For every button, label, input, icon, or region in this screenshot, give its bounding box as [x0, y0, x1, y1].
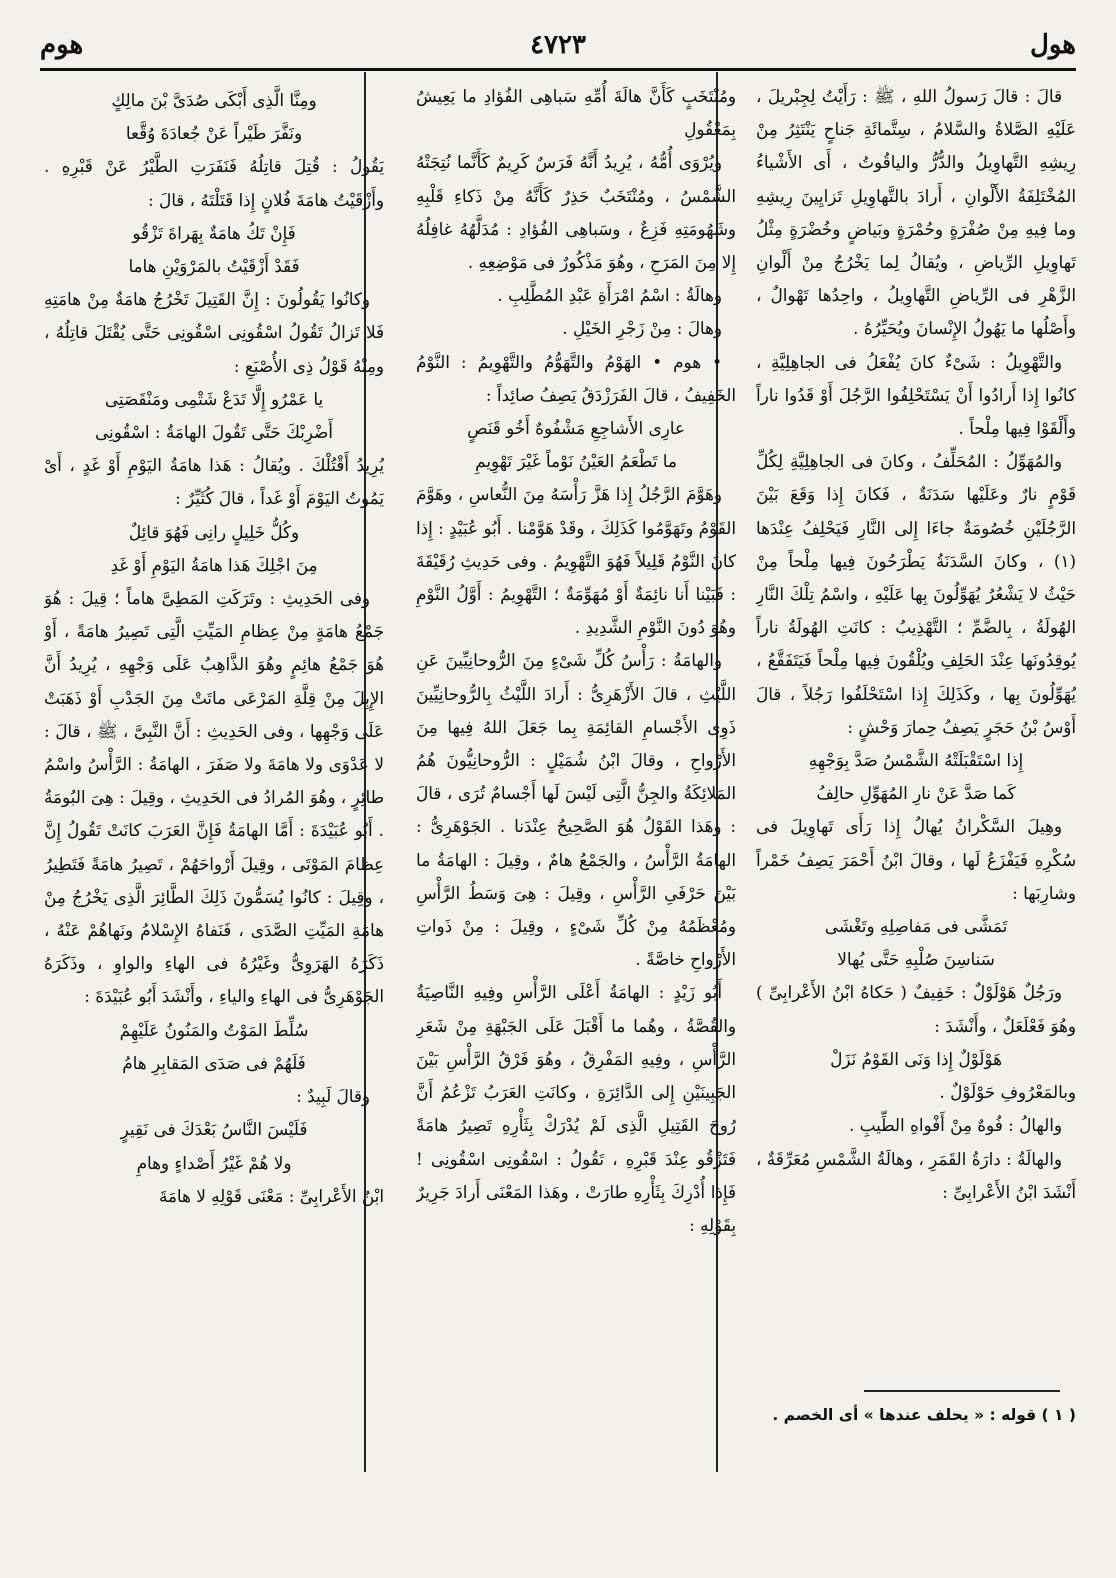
- paragraph: والتَّهْوِيلُ : شَىْءٌ كانَ يُفْعَلُ فى الجاهِلِيَّةِ ، كانُوا إِذا أَرادُوا أَنْ يَسْتَحْلِفُوا الرَّجُلَ أَوْ قَدُوا ناراً وأَلْقَوْا فِيها مِلْحاً .: [756, 351, 1076, 439]
- column-left: [44, 84, 384, 1459]
- column-right: [756, 80, 1076, 1455]
- verse-line: فَلَهُمْ فى صَدَى المَقابِرِ هامُ: [122, 1052, 306, 1073]
- verse-line: يا عَمْرُو إِلَّا تَدَعْ شَتْمِى ومَنْقَصَتِى: [104, 388, 324, 409]
- verse-line: ولا هُمْ غَيْرُ أَصْداءٍ وهامِ: [136, 1152, 292, 1173]
- verse-line: هَوْلَوْلٌ إِذا وَنَى القَوْمُ نَزَلْ: [830, 1048, 1002, 1069]
- paragraph: أَبُو زَيْدٍ : الهامَةُ أَعْلَى الرَّأْسِ وفِيهِ النَّاصِيَةُ والقُصَّةُ ، وهُما ما أَقْبَلَ عَلَى الجَبْهَةِ مِنْ شَعَرِ الرَّأْسِ ، وفِيهِ المَفْرِقُ ، وهُوَ فَرْقُ الرَّأْسِ بَيْنَ الجَبِينَيْنِ إِلى الدَّائِرَةِ ، وكانَتِ العَرَبُ تَزْعُمُ أَنَّ رُوحَ القَتِيلِ الَّذِى لَمْ يُدْرَكْ بِثَأْرِهِ تَصِيرُ هامَةً فَتَزْقُو عِنْدَ قَبْرِهِ ، تَقُولُ : اسْقُونِى اسْقُونِى ! فَإِذا أُدْرِكَ بِثَأْرِهِ طارَتْ ، وهَذا المَعْنَى أَرادَ جَرِيرٌ بِقَوْلِهِ :: [416, 982, 736, 1235]
- paragraph: ابْنُ الأَعْرابِىِّ : مَعْنَى قَوْلِهِ لا هامَةَ: [158, 1185, 384, 1206]
- paragraph: وهَوَّمَ الرَّجُلُ إِذا هَزَّ رَأْسَهُ مِنَ النُّعاسِ ، وهَوَّمَ القَوْمُ وتَهَوَّمُوا كَذَلِكَ ، وقَدْ هَوَّمْنا . أَبُو عُبَيْدٍ : إِذا كانَ النَّوْمُ قَلِيلاً فَهُوَ التَّهْوِيمُ . وفى حَدِيثِ رُقَيْقَةَ : فَبَيْنا أَنا نائِمَةٌ أَوْ مُهَوِّمَةٌ ؛ التَّهْوِيمُ : أَوَّلُ النَّوْمِ وهُوَ دُونَ النَّوْمِ الشَّدِيدِ .: [416, 484, 736, 638]
- paragraph: وهِيلَ السَّكْرانُ يُهالُ إِذا رَأَى تَهاوِيلَ فى سُكْرِهِ فَيَفْزَعُ لَها ، وقالَ ابْنُ أَحْمَرَ يَصِفُ خَمْراً وشارِبَها :: [756, 816, 1076, 903]
- paragraph: يُرِيدُ أَقْتُلْكَ . ويُقالُ : هَذا هامَةُ اليَوْمِ أَوْ غَدٍ ، أَىْ يَمُوتُ اليَوْمَ أَوْ غَداً ، قالَ كُثَيِّرٌ :: [44, 455, 384, 509]
- column-middle: [416, 80, 736, 1455]
- verse-line: ونَفَّرَ طَيْراً عَنْ جُعادَةَ وُقَّعا: [125, 123, 303, 144]
- verse-line: فَقَدْ أَزْقَيْتُ بالمَرْوَيْنِ هاما: [128, 256, 300, 277]
- paragraph: يَقُولُ : قُتِلَ قاتِلُهُ فَنَفَرَتِ الطَّيْرُ عَنْ قَبْرِهِ . وأَزْقَيْتُ هامَةَ فُلانٍ إِذا قَتَلْتَهُ ، قالَ :: [44, 156, 384, 210]
- verse-line: ومُنْتَخَبٍ كَأَنَّ هالَةَ أُمِّهِ سَباهِى الفُؤادِ ما يَعِيشُ بِمَعْقُولِ: [416, 86, 736, 140]
- header-root-word-right: هول: [1029, 30, 1076, 60]
- header-rule: [40, 68, 1076, 71]
- verse-line: أَضْرِبْكَ حَتَّى تَقُولَ الهامَةُ : اسْقُونِى: [95, 422, 333, 443]
- paragraph: وهالَ : مِنْ زَجْرِ الخَيْلِ .: [562, 318, 722, 339]
- paragraph: وفى الحَدِيثِ : وتَرَكَتِ المَطِىَّ هاماً ؛ قِيلَ : هُوَ جَمْعُ هامَةٍ مِنْ عِظامِ المَيِّتِ الَّتِى تَصِيرُ هامَةً ، أَوْ هُوَ جَمْعُ هائِمٍ وهُوَ الذَّاهِبُ عَلَى وَجْهِهِ ، يُرِيدُ أَنَّ الإِبِلَ مِنْ قِلَّةِ المَرْعَى ماتَتْ مِنَ الجَدْبِ أَوْ ذَهَبَتْ عَلَى وَجْهِها ، وفى الحَدِيثِ : أَنَّ النَّبِىَّ ، ﷺ ، قالَ : لا عَدْوَى ولا هامَةَ ولا صَفَرَ ، الهامَةُ : الرَّأْسُ واسْمُ طائِرٍ ، وهُوَ المُرادُ فى الحَدِيثِ ، وقِيلَ : هِىَ البُومَةُ . أَبُو عُبَيْدَةَ : أَمَّا الهامَةُ فَإِنَّ العَرَبَ كانَتْ تَقُولُ إِنَّ عِظامَ المَوْتَى ، وقِيلَ أَرْواحَهُمْ ، تَصِيرُ هامَةً فَتَطِيرُ ، وقِيلَ : كانُوا يُسَمُّونَ ذَلِكَ الطَّائِرَ الَّذِى يَخْرُجُ مِنْ هامَةِ المَيِّتِ الصَّدَى ، فَنَفاهُ الإِسْلامُ ونَهاهُمْ عَنْهُ ، ذَكَرَهُ الهَرَوِىُّ وغَيْرُهُ فى الهاءِ والواوِ ، وذَكَرَهُ الجَوْهَرِىُّ فى الهاءِ والياءِ ، وأَنْشَدَ أَبُو عُبَيْدَةَ :: [44, 588, 384, 1007]
- paragraph: والهالَةُ : دارَةُ القَمَرِ ، وهالَةُ الشَّمْسِ مُعَرِّقَةٌ ، أَنْشَدَ ابْنُ الأَعْرابِىِّ :: [756, 1148, 1076, 1202]
- header-root-word-left: هوم: [40, 30, 84, 60]
- page-number: ٤٧٢٣: [530, 30, 586, 60]
- paragraph: والهالُ : فُوهٌ مِنْ أَفْواهِ الطِّيبِ .: [848, 1115, 1062, 1136]
- paragraph: ورَجُلٌ هَوْلَوْلٌ : خَفِيفٌ ( حَكاهُ ابْنُ الأَعْرابِىِّ ) وهُوَ فَعْلَعَلٌ ، وأَنْشَدَ :: [756, 982, 1076, 1036]
- verse-line: إِذا اسْتَقْبَلَتْهُ الشَّمْسُ صَدَّ بِوَجْهِهِ: [808, 750, 1024, 771]
- paragraph: ويُرْوَى أُمُّهُ ، يُرِيدُ أَنَّهُ فَرَسٌ كَرِيمٌ كَأَنَّما نُتِجَتْهُ الشَّمْسُ ، ومُنْتَخَبٌ حَذِرٌ كَأَنَّهُ مِنْ ذَكاءِ قَلْبِهِ وشَهُومَتِهِ فَزِعٌ ، وسَباهِى الفُؤادِ : مُدَلَّهُهُ غافِلُهُ إِلا مِنَ المَرَحِ ، وهُوَ مَذْكُورٌ فى مَوْضِعِهِ .: [416, 152, 736, 273]
- verse-line: سَناسِنَ صُلْبِهِ حَتَّى يُهالا: [837, 949, 995, 970]
- verse-line: تَمَشَّى فى مَفاصِلِهِ وتَغْشَى: [824, 916, 1008, 937]
- footnote-rule: [864, 1390, 1060, 1392]
- paragraph: قالَ : قالَ رَسولُ اللهِ ، ﷺ : رَأَيْتُ لِجِبْريلَ ، عَلَيْهِ الصَّلاةُ والسَّلامُ ، سِتَّمائَةِ جَناحٍ يَنْتَثِرُ مِنْ رِيشِهِ التَّهاوِيلُ والدُّرُّ والياقُوتُ ، أَى الأَشْياءُ المُخْتَلِفَةُ الأَلْوانِ ، أَرادَ بالتَّهاوِيلِ تَزايِينَ رِيشِهِ وما فِيهِ مِنْ صُفْرَةٍ وحُمْرَةٍ وبَياضٍ وخُضْرَةٍ مِثْلُ تَهاوِيلِ الرِّياضِ ، ويُقالُ لِما يَخْرُجُ مِنْ أَلْوانِ الزَّهْرِ فى الرِّياضِ التَّهاوِيلُ ، واحِدُها تَهْوالٌ ، وأَصْلُها ما يَهُولُ الإِنْسانَ ويُحَيِّرُهُ .: [756, 86, 1076, 339]
- paragraph: وهالَةُ : اسْمُ امْرَأَةِ عَبْدِ المُطَّلِبِ .: [497, 285, 722, 306]
- verse-line: وكُلُّ خَلِيلٍ رانِى فَهُوَ قائِلٌ: [128, 521, 300, 542]
- page-header: [40, 26, 1076, 66]
- verse-line: عارِى الأَشاجِعِ مَشْفُوهٌ أَخُو قَنَصٍ: [467, 418, 685, 439]
- verse-line: فَإِنْ تَكُ هامَةٌ بِهَراةَ تَزْقُو: [132, 222, 296, 243]
- verse-line: ما تَطْعَمُ العَيْنُ نَوْماً غَيْرَ تَهْوِيمِ: [475, 451, 677, 472]
- verse-line: فَلَيْسَ النَّاسُ بَعْدَكَ فى نَقِيرٍ: [120, 1119, 308, 1140]
- paragraph: وبالمَعْرُوفِ حَوْلَوْلٌ .: [939, 1082, 1076, 1103]
- paragraph: وكانُوا يَقُولُونَ : إِنَّ القَتِيلَ تَخْرُجُ هامَةٌ مِنْ هامَتِهِ فَلا تَزالُ تَقُولُ اسْقُونِى اسْقُونِى حَتَّى يُقْتَلَ قاتِلُهُ ، ومِنْهُ قَوْلُ ذِى الأُصْبَعِ :: [44, 289, 384, 376]
- verse-line: مِنَ اجْلِكَ هَذا هامَةُ اليَوْمِ أَوْ غَدِ: [110, 554, 318, 575]
- paragraph: وقالَ لَبِيدٌ :: [296, 1086, 370, 1107]
- verse-line: كَما صَدَّ عَنْ نارِ المُهَوِّلِ حالِفُ: [816, 783, 1016, 804]
- paragraph: والهامَةُ : رَأْسُ كُلِّ شَىْءٍ مِنَ الرُّوحانِيِّينَ عَنِ اللَّيْثِ ، قالَ الأَزْهَرِىُّ : أَرادَ اللَّيْثُ بِالرُّوحانِيِّينَ ذَوِى الأَجْسامِ القائِمَةِ بِما جَعَلَ اللهُ فِيها مِنَ الأَرْواحِ ، وقالَ ابْنُ شُمَيْلٍ : الرُّوحانِيُّونَ هُمُ المَلائِكَةُ والجِنُّ الَّتِى لَيْسَ لَها أَجْسامٌ تُرَى ، قالَ : وهَذا القَوْلُ هُوَ الصَّحِيحُ عِنْدَنا . الجَوْهَرِىُّ : الهامَةُ الرَّأْسُ ، والجَمْعُ هامٌ ، وقِيلَ : الهامَةُ ما بَيْنَ حَرْفَىِ الرَّأْسِ ، وقِيلَ : هِىَ وَسَطُ الرَّأْسِ ومُعْظَمُهُ مِنْ كُلِّ شَىْءٍ ، وقِيلَ : مِنْ ذَواتِ الأَرْواحِ خاصَّةً .: [416, 650, 736, 970]
- paragraph: والمُهَوِّلُ : المُحَلِّفُ ، وكانَ فى الجاهِلِيَّةِ لِكُلِّ قَوْمٍ نارٌ وعَلَيْها سَدَنَةٌ ، فَكانَ إِذا وَقَعَ بَيْنَ الرَّجُلَيْنِ خُصُومَةٌ جاءَا إِلى النَّارِ فَيَحْلِفُ عِنْدَها (١) ، وكانَ السَّدَنَةُ يَطْرَحُونَ فِيها مِلْحاً مِنْ حَيْثُ لا يَشْعُرُ يُهَوِّلُونَ بِها عَلَيْهِ ، واسْمُ تِلْكَ النَّارِ الهُولَةُ ، بِالضَّمِّ ؛ التَّهْذِيبُ : كانَتِ الهُولَةُ ناراً يُوقِدُونَها عِنْدَ الحَلِفِ ويُلْقُونَ فِيها مِلْحاً فَيَتَفَقَّعُ ، يُهَوِّلُونَ بِها ، وكَذَلِكَ إِذا اسْتَحْلَفُوا رَجُلاً ، قالَ أَوْسُ بْنُ حَجَرٍ يَصِفُ حِمارَ وَحْشٍ :: [756, 451, 1076, 737]
- entry-heading-paragraph: • هوم • الهَوْمُ والتَّهَوُّمُ والتَّهْوِيمُ : النَّوْمُ الخَفِيفُ ، قالَ الفَرَزْدَقُ يَصِفُ صائِداً :: [416, 351, 736, 405]
- verse-line: ومِنَّا الَّذِى أَبْكَى صُدَىَّ بْنَ مالِكٍ: [111, 90, 317, 110]
- footnote: ( ١ ) قوله : « يحلف عندها » أى الخصم .: [772, 1406, 1076, 1424]
- verse-line: سُلِّطَ المَوْتُ والمَنُونُ عَلَيْهِمْ: [119, 1019, 309, 1040]
